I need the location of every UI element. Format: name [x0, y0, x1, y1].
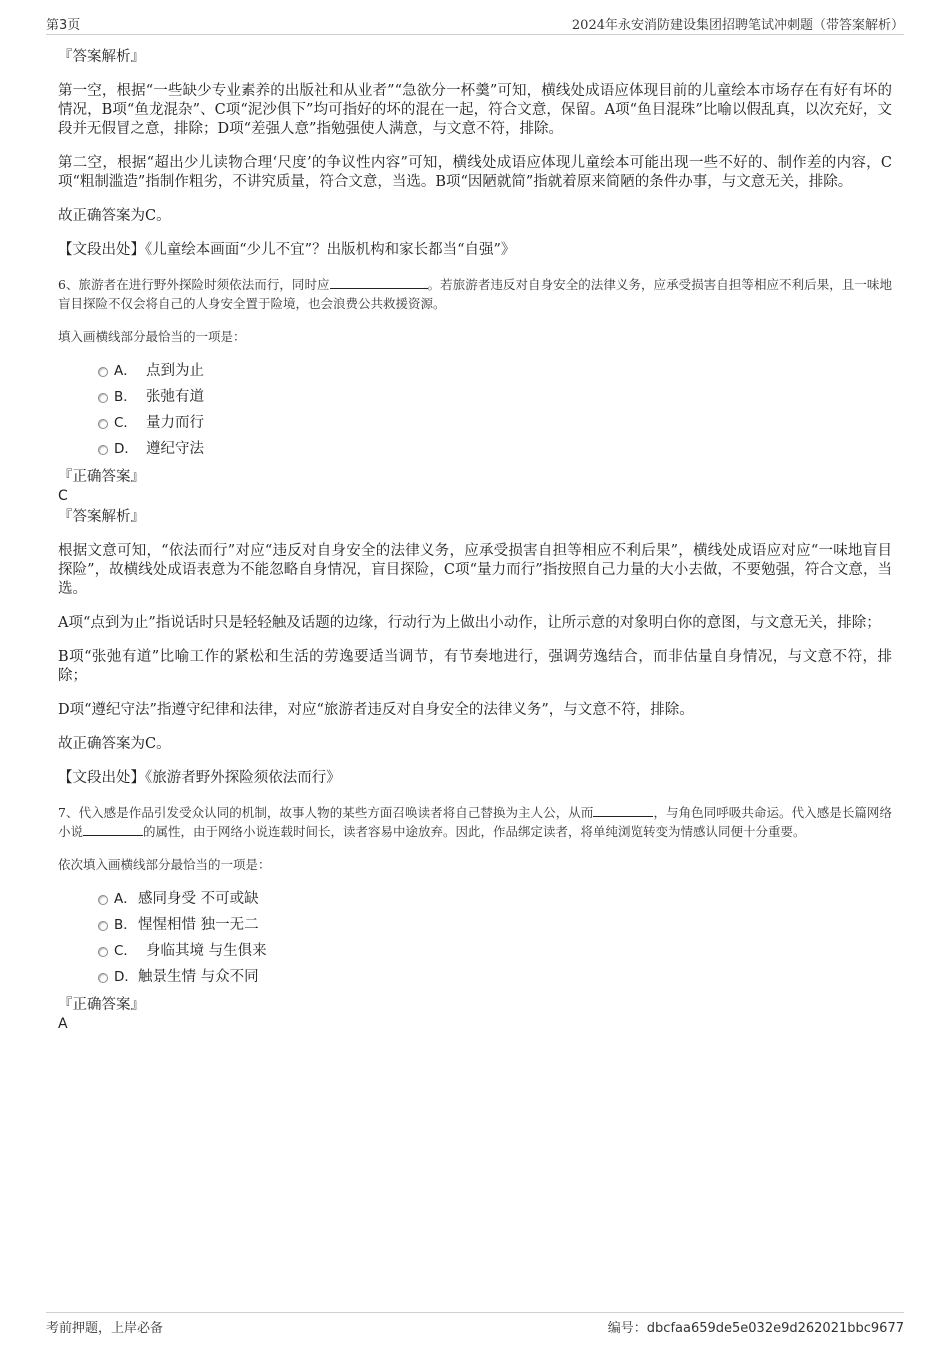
q6-option-d[interactable]: [58, 436, 892, 462]
q6-options: [58, 358, 892, 462]
q6-blank: [330, 275, 428, 289]
q7-option-d[interactable]: [58, 964, 892, 990]
document-title: 2024年永安消防建设集团招聘笔试冲刺题（带答案解析）: [571, 18, 904, 33]
option-letter: A．: [114, 891, 137, 907]
option-letter: A．: [114, 363, 137, 379]
q6-conclusion: 故正确答案为C。: [58, 736, 171, 752]
q6-stem: [58, 275, 892, 313]
radio-icon[interactable]: [98, 367, 108, 377]
q7-prompt: 依次填入画横线部分最恰当的一项是：: [58, 857, 271, 872]
q6-analysis-para2: A项“点到为止”指说话时只是轻轻触及话题的边缘，行动行为上做出小动作，让所示意的对象明白你的意图，与文意无关，排除；: [58, 615, 881, 631]
document-code: [608, 1317, 904, 1336]
q6-stem-part1: 6、旅游者在进行野外探险时须依法而行，同时应: [58, 277, 330, 292]
code-label: 编号：: [607, 1321, 647, 1336]
q7-blank-2: [83, 822, 143, 836]
option-text: 点到为止: [146, 363, 204, 379]
radio-icon[interactable]: [98, 947, 108, 957]
option-letter: C．: [114, 415, 137, 431]
q6-correct-answer: C: [58, 488, 68, 504]
q5-source: 【文段出处】《儿童绘本画面“少儿不宜”？出版机构和家长都当“自强”》: [58, 242, 516, 258]
q6-option-a[interactable]: [58, 358, 892, 384]
q7-blank-1: [593, 803, 653, 817]
radio-icon[interactable]: [98, 973, 108, 983]
page-number: 第3页: [46, 18, 81, 33]
q7-option-c[interactable]: [58, 938, 892, 964]
option-text: 触景生情 与众不同: [138, 969, 259, 985]
radio-icon[interactable]: [98, 445, 108, 455]
q7-stem: [58, 803, 892, 841]
q6-option-b[interactable]: [58, 384, 892, 410]
radio-icon[interactable]: [98, 895, 108, 905]
q5-conclusion: 故正确答案为C。: [58, 208, 171, 224]
option-text: 身临其境 与生俱来: [146, 943, 267, 959]
q7-stem-part3: 的属性，由于网络小说连载时间长，读者容易中途放弃。因此，作品绑定读者，将单纯浏览转变为情感认同便十分重要。: [143, 824, 806, 839]
radio-icon[interactable]: [98, 393, 108, 403]
option-letter: B．: [114, 389, 137, 405]
option-letter: D．: [114, 441, 138, 457]
q7-stem-part1: 7、代入感是作品引发受众认同的机制，故事人物的某些方面召唤读者将自己替换为主人公，从而: [58, 805, 594, 820]
q6-prompt: 填入画横线部分最恰当的一项是：: [58, 329, 246, 344]
q6-source: 【文段出处】《旅游者野外探险须依法而行》: [58, 770, 341, 786]
page-header: [46, 14, 904, 35]
q7-options: [58, 886, 892, 990]
radio-icon[interactable]: [98, 921, 108, 931]
q6-analysis-para1: 根据文意可知，“依法而行”对应“违反对自身安全的法律义务，应承受损害自担等相应不利后果”，横线处成语应对应“一味地盲目探险”，故横线处成语表意为不能忽略自身情况，盲目探险，C项“量力而行”指按照自己力量的大小去做，不要勉强，符合文意，当选。: [58, 543, 892, 597]
q5-analysis-tag: 『答案解析』: [58, 49, 145, 65]
footer-slogan: 考前押题，上岸必备: [46, 1321, 164, 1336]
page-footer: [46, 1312, 904, 1336]
option-text: 张弛有道: [146, 389, 204, 405]
option-letter: C．: [114, 943, 137, 959]
option-text: 惺惺相惜 独一无二: [138, 917, 259, 933]
q6-analysis-para4: D项“遵纪守法”指遵守纪律和法律，对应“旅游者违反对自身安全的法律义务”，与文意不符，排除。: [58, 702, 694, 718]
option-text: 量力而行: [146, 415, 204, 431]
q5-analysis-para2: 第二空，根据“超出少儿读物合理‘尺度’的争议性内容”可知，横线处成语应体现儿童绘本可能出现一些不好的、制作差的内容，C项“粗制滥造”指制作粗劣，不讲究质量，符合文意，当选。B项“因陋就简”指就着原来简陋的条件办事，与文意无关，排除。: [58, 155, 892, 190]
q7-correct-tag: 『正确答案』: [58, 997, 145, 1013]
option-text: 感同身受 不可或缺: [138, 891, 259, 907]
q7-option-b[interactable]: [58, 912, 892, 938]
q5-analysis-para1: 第一空，根据“一些缺少专业素养的出版社和从业者”“急欲分一杯羹”可知，横线处成语应体现目前的儿童绘本市场存在有好有坏的情况，B项“鱼龙混杂”、C项“泥沙俱下”均可指好的坏的混在一起，符合文意，保留。A项“鱼目混珠”比喻以假乱真，以次充好，文段并无假冒之意，排除；D项“差强人意”指勉强使人满意，与文意不符，排除。: [58, 83, 892, 137]
q6-analysis-para3: B项“张弛有道”比喻工作的紧松和生活的劳逸要适当调节，有节奏地进行，强调劳逸结合，而非估量自身情况，与文意不符，排除；: [58, 649, 892, 684]
q7-correct-answer: A: [58, 1016, 68, 1032]
q7-option-a[interactable]: [58, 886, 892, 912]
code-value: dbcfaa659de5e032e9d262021bbc9677: [646, 1321, 904, 1336]
q6-stem-part2: 。若旅游者违反对自身安全的法律义务，应承受损害自担等相应不利后果，且一味地盲目探险不仅会将自己的人身安全置于险境，也会浪费公共救援资源。: [58, 277, 892, 311]
q6-correct-tag: 『正确答案』: [58, 469, 145, 485]
q7-stem-part2: ，与角色同呼吸共命运。代入感是长篇网络小说: [58, 805, 892, 839]
q6-option-c[interactable]: [58, 410, 892, 436]
option-letter: B．: [114, 917, 137, 933]
q6-analysis-tag: 『答案解析』: [58, 509, 145, 525]
document-body: [58, 44, 892, 1034]
option-text: 遵纪守法: [146, 441, 204, 457]
radio-icon[interactable]: [98, 419, 108, 429]
option-letter: D．: [114, 969, 138, 985]
